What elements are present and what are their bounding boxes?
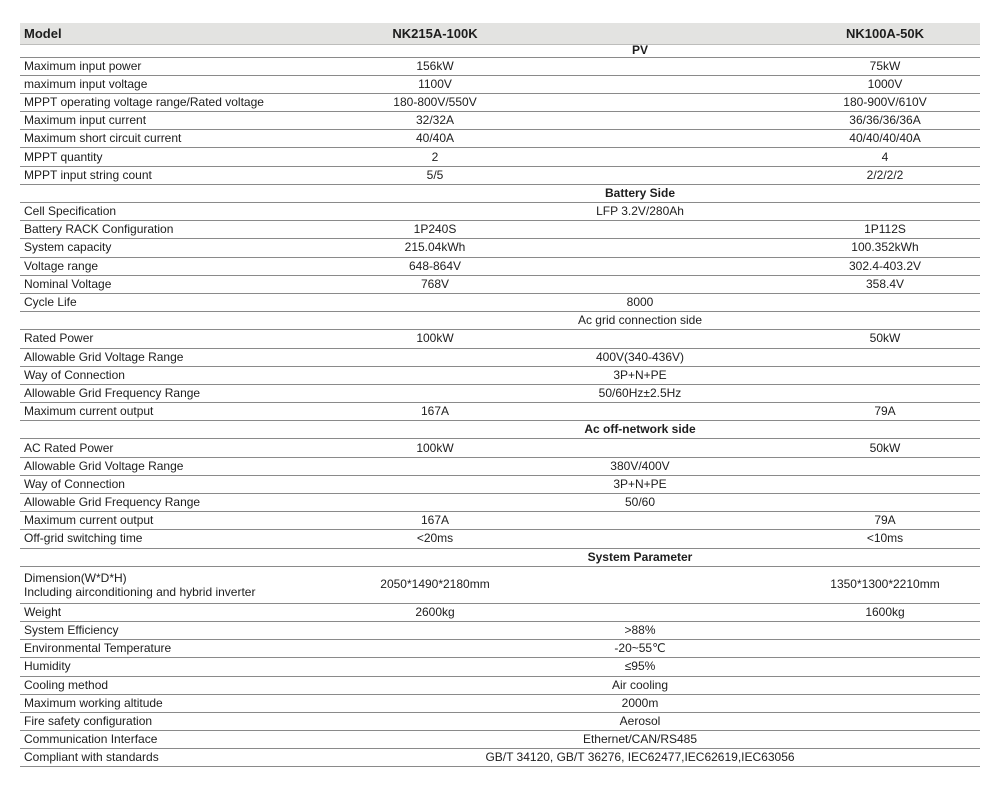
middle-spacer-cell xyxy=(570,57,790,75)
row-label: Voltage range xyxy=(20,257,300,275)
middle-spacer-cell xyxy=(570,603,790,621)
row-label: Allowable Grid Frequency Range xyxy=(20,494,300,512)
model-1-value: 167A xyxy=(300,403,570,421)
model-1-value: 2 xyxy=(300,148,570,166)
model-2-value: 100.352kWh xyxy=(790,239,980,257)
shared-value: 3P+N+PE xyxy=(300,366,980,384)
table-row xyxy=(20,603,980,621)
middle-spacer-cell xyxy=(570,130,790,148)
section-title: Ac grid connection side xyxy=(300,312,980,330)
model-1-name: NK215A-100K xyxy=(300,23,570,44)
model-1-value: 2600kg xyxy=(300,603,570,621)
middle-spacer-cell xyxy=(570,330,790,348)
model-2-value: 50kW xyxy=(790,439,980,457)
middle-spacer-cell xyxy=(570,257,790,275)
model-1-value: 32/32A xyxy=(300,112,570,130)
shared-value: -20~55℃ xyxy=(300,640,980,658)
section-row xyxy=(20,184,980,202)
model-header-label: Model xyxy=(20,23,300,44)
model-2-value: <10ms xyxy=(790,530,980,548)
row-label: Communication Interface xyxy=(20,731,300,749)
model-2-value: 2/2/2/2 xyxy=(790,166,980,184)
table-row xyxy=(20,566,980,603)
shared-value: 380V/400V xyxy=(300,457,980,475)
row-label: Battery RACK Configuration xyxy=(20,221,300,239)
middle-spacer-cell xyxy=(570,403,790,421)
row-label: Allowable Grid Voltage Range xyxy=(20,348,300,366)
model-1-value: 1P240S xyxy=(300,221,570,239)
middle-spacer-cell xyxy=(570,166,790,184)
table-row xyxy=(20,57,980,75)
table-row xyxy=(20,621,980,639)
row-label: MPPT input string count xyxy=(20,166,300,184)
shared-value: >88% xyxy=(300,621,980,639)
model-2-value: 4 xyxy=(790,148,980,166)
row-label: Rated Power xyxy=(20,330,300,348)
shared-value: 50/60 xyxy=(300,494,980,512)
table-row xyxy=(20,439,980,457)
shared-value: Air cooling xyxy=(300,676,980,694)
row-label-line2: Including airconditioning and hybrid inverter xyxy=(24,584,256,599)
row-label: Nominal Voltage xyxy=(20,275,300,293)
shared-value: 8000 xyxy=(300,293,980,311)
shared-value: 400V(340-436V) xyxy=(300,348,980,366)
row-label: System capacity xyxy=(20,239,300,257)
row-label: System Efficiency xyxy=(20,621,300,639)
middle-spacer-cell xyxy=(570,93,790,111)
table-row xyxy=(20,203,980,221)
table-row xyxy=(20,512,980,530)
section-row xyxy=(20,421,980,439)
shared-value: Ethernet/CAN/RS485 xyxy=(300,731,980,749)
spec-table xyxy=(20,23,980,767)
row-label: Way of Connection xyxy=(20,366,300,384)
middle-spacer-cell xyxy=(570,221,790,239)
row-label: Compliant with standards xyxy=(20,749,300,767)
shared-value: 3P+N+PE xyxy=(300,475,980,493)
shared-value: 2000m xyxy=(300,694,980,712)
table-row xyxy=(20,403,980,421)
table-row xyxy=(20,712,980,730)
table-row xyxy=(20,221,980,239)
row-label: Allowable Grid Voltage Range xyxy=(20,457,300,475)
shared-value: Aerosol xyxy=(300,712,980,730)
model-2-value: 40/40/40/40A xyxy=(790,130,980,148)
table-row xyxy=(20,330,980,348)
row-label: Cell Specification xyxy=(20,203,300,221)
table-row xyxy=(20,731,980,749)
model-1-value: 648-864V xyxy=(300,257,570,275)
table-row xyxy=(20,640,980,658)
table-row xyxy=(20,749,980,767)
model-1-value: 156kW xyxy=(300,57,570,75)
table-row xyxy=(20,148,980,166)
table-row xyxy=(20,457,980,475)
model-2-value: 75kW xyxy=(790,57,980,75)
model-2-value: 79A xyxy=(790,403,980,421)
row-label: Humidity xyxy=(20,658,300,676)
section-spacer-cell xyxy=(20,184,300,202)
model-2-value: 358.4V xyxy=(790,275,980,293)
row-label-line1: Dimension(W*D*H) xyxy=(24,570,127,585)
shared-value: LFP 3.2V/280Ah xyxy=(300,203,980,221)
section-row xyxy=(20,44,980,57)
row-label: Cooling method xyxy=(20,676,300,694)
model-1-value: <20ms xyxy=(300,530,570,548)
section-title: PV xyxy=(300,44,980,57)
table-header-row xyxy=(20,23,980,44)
model-1-value: 1100V xyxy=(300,75,570,93)
row-label: MPPT operating voltage range/Rated voltage xyxy=(20,93,300,111)
table-row xyxy=(20,530,980,548)
model-2-value: 79A xyxy=(790,512,980,530)
row-label: Weight xyxy=(20,603,300,621)
row-label: Maximum input power xyxy=(20,57,300,75)
middle-spacer-cell xyxy=(570,439,790,457)
model-2-value: 1600kg xyxy=(790,603,980,621)
model-2-value: 1P112S xyxy=(790,221,980,239)
model-1-value: 5/5 xyxy=(300,166,570,184)
section-title: Battery Side xyxy=(300,184,980,202)
middle-spacer-cell xyxy=(570,239,790,257)
row-label: MPPT quantity xyxy=(20,148,300,166)
section-spacer-cell xyxy=(20,421,300,439)
shared-value: 50/60Hz±2.5Hz xyxy=(300,384,980,402)
row-label: maximum input voltage xyxy=(20,75,300,93)
table-row xyxy=(20,475,980,493)
model-1-value: 768V xyxy=(300,275,570,293)
shared-value: ≤95% xyxy=(300,658,980,676)
row-label: Environmental Temperature xyxy=(20,640,300,658)
middle-spacer-cell xyxy=(570,112,790,130)
row-label: Maximum input current xyxy=(20,112,300,130)
model-1-value: 100kW xyxy=(300,439,570,457)
row-label: Off-grid switching time xyxy=(20,530,300,548)
shared-value: GB/T 34120, GB/T 36276, IEC62477,IEC62619,IEC63056 xyxy=(300,749,980,767)
model-1-value: 2050*1490*2180mm xyxy=(300,566,570,603)
model-1-value: 100kW xyxy=(300,330,570,348)
model-2-value: 1000V xyxy=(790,75,980,93)
row-label: Maximum current output xyxy=(20,512,300,530)
row-label: Maximum working altitude xyxy=(20,694,300,712)
model-1-value: 40/40A xyxy=(300,130,570,148)
table-row xyxy=(20,93,980,111)
section-spacer-cell xyxy=(20,548,300,566)
section-title: Ac off-network side xyxy=(300,421,980,439)
row-label: AC Rated Power xyxy=(20,439,300,457)
table-row xyxy=(20,166,980,184)
model-1-value: 180-800V/550V xyxy=(300,93,570,111)
middle-spacer-cell xyxy=(570,512,790,530)
table-row xyxy=(20,676,980,694)
row-label: Cycle Life xyxy=(20,293,300,311)
row-label: Maximum short circuit current xyxy=(20,130,300,148)
middle-spacer-cell xyxy=(570,566,790,603)
model-2-value: 180-900V/610V xyxy=(790,93,980,111)
table-row xyxy=(20,293,980,311)
table-row xyxy=(20,384,980,402)
model-1-value: 215.04kWh xyxy=(300,239,570,257)
middle-spacer-cell xyxy=(570,75,790,93)
table-row xyxy=(20,239,980,257)
table-row xyxy=(20,658,980,676)
section-spacer-cell xyxy=(20,44,300,57)
header-spacer-cell xyxy=(570,23,790,44)
table-row xyxy=(20,348,980,366)
table-row xyxy=(20,130,980,148)
section-spacer-cell xyxy=(20,312,300,330)
row-label: Maximum current output xyxy=(20,403,300,421)
table-row xyxy=(20,257,980,275)
model-2-value: 302.4-403.2V xyxy=(790,257,980,275)
section-row xyxy=(20,548,980,566)
section-title: System Parameter xyxy=(300,548,980,566)
table-row xyxy=(20,112,980,130)
row-label: Fire safety configuration xyxy=(20,712,300,730)
row-label xyxy=(20,566,300,603)
model-2-value: 50kW xyxy=(790,330,980,348)
model-2-value: 36/36/36/36A xyxy=(790,112,980,130)
table-row xyxy=(20,494,980,512)
table-row xyxy=(20,366,980,384)
row-label: Way of Connection xyxy=(20,475,300,493)
section-row xyxy=(20,312,980,330)
middle-spacer-cell xyxy=(570,275,790,293)
table-row xyxy=(20,275,980,293)
model-2-name: NK100A-50K xyxy=(790,23,980,44)
middle-spacer-cell xyxy=(570,530,790,548)
table-row xyxy=(20,694,980,712)
model-2-value: 1350*1300*2210mm xyxy=(790,566,980,603)
row-label: Allowable Grid Frequency Range xyxy=(20,384,300,402)
middle-spacer-cell xyxy=(570,148,790,166)
model-1-value: 167A xyxy=(300,512,570,530)
table-row xyxy=(20,75,980,93)
